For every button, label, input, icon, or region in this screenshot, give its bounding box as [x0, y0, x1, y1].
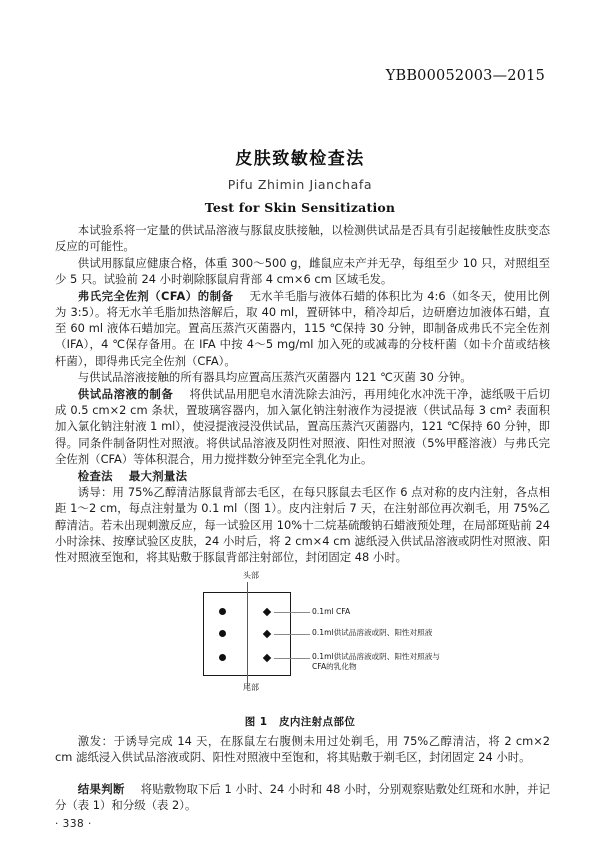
paragraph-solution-preparation — [55, 386, 550, 467]
paragraph-cfa-preparation — [55, 288, 550, 369]
page-title-pinyin: Pifu Zhimin Jianchafa — [227, 177, 373, 192]
injection-point-circle — [219, 630, 226, 637]
injection-point-circle — [219, 654, 226, 661]
paragraph-scope: 本试验系将一定量的供试品溶液与豚鼠皮肤接触，以检测供试品是否具有引起接触性皮肤变态反应的可能性。 — [55, 223, 550, 254]
paragraph-challenge: 激发：于诱导完成 14 天，在豚鼠左右腹侧未用过处剃毛，用 75%乙醇清洁，将 2 cm×2 cm 滤纸浸入供试品溶液或阴、阳性对照液中至饱和，将其贴敷于剃毛区，封闭固定 24 小时。 — [55, 734, 550, 765]
figure-injection-sites — [0, 571, 600, 718]
figure-canvas — [0, 571, 600, 696]
figure-head-label: 头部 — [243, 571, 259, 580]
section-body-cfa: 无水羊毛脂与液体石蜡的体积比为 4:6（如冬天，使用比例为 3:5）。将无水羊毛脂加热溶解后，取 40 ml，置研钵中，稍冷却后，边研磨边加液体石蜡，直至 60 ml 液体石蜡加完。置高压蒸汽灭菌器内，115 ℃保持 30 分钟，即制备成弗氏不完全佐剂（IFA），4 ℃保存备用。在 IFA 中按 4～5 mg/ml 加入死的或减毒的分枝杆菌（如卡介苗或结核杆菌），即得弗氏完全佐剂（CFA）。 — [55, 288, 550, 368]
page-number: · 338 · — [55, 818, 92, 830]
section-body-solution: 将供试品用肥皂水清洗除去油污，再用纯化水冲洗干净，滤纸吸干后切成 0.5 cm×2 cm 条状，置玻璃容器内，加入氯化钠注射液作为浸提液（供试品每 3 cm² 表面积加入氯化钠注射液 1 ml），使浸提液浸没供试品，置高压蒸汽灭菌器内，121 ℃保持 60 分钟，即得。同条件制备阴性对照液。将供试品溶液及阴性对照液、阳性对照液（5%甲醛溶液）与弗氏完全佐剂（CFA）等体积混合，用力搅拌数分钟至完全乳化为止。 — [55, 387, 550, 466]
section-lead-method: 检查法 — [77, 468, 113, 483]
paragraph-induction: 诱导：用 75%乙醇清洁豚鼠背部去毛区，在每只豚鼠去毛区作 6 点对称的皮内注射，各点相距 1～2 cm，每点注射量为 0.1 ml（图 1）。皮内注射后 7 天，在注射部位再次剃毛，用 75%乙醇清洁。若未出现刺激反应，每一试验区用 10%十二烷基硫酸钠石蜡液预处理，在局部斑贴前 24 小时涂抹、按摩试验区皮肤，24 小时后，将 2 cm×4 cm 滤纸浸入供试品溶液或阴性对照液、阳性对照液至饱和，将其贴敷于豚鼠背部注射部位，封闭固定 48 小时。 — [55, 485, 550, 565]
body-text-upper — [55, 222, 550, 566]
paragraph-animals: 供试用豚鼠应健康合格，体重 300～500 g，雌鼠应未产并无孕，每组至少 10 只，对照组至少 5 只。试验前 24 小时剃除豚鼠肩背部 4 cm×6 cm 区域毛发。 — [55, 255, 550, 287]
paragraph-results — [55, 781, 550, 813]
paragraph-sterilization: 与供试品溶液接触的所有器具均应置高压蒸汽灭菌器内 121 ℃灭菌 30 分钟。 — [77, 370, 472, 385]
figure-caption — [0, 714, 600, 729]
body-text-results — [55, 781, 550, 814]
figure-leader-line — [274, 612, 310, 613]
title-block — [0, 144, 600, 215]
figure-callout-1: 0.1ml CFA — [312, 607, 351, 616]
figure-midline — [247, 582, 248, 686]
section-lead-solution: 供试品溶液的制备 — [77, 387, 174, 402]
section-lead-results: 结果判断 — [77, 782, 125, 796]
section-body-method: 最大剂量法 — [128, 468, 188, 483]
section-body-results: 将贴敷物取下后 1 小时、24 小时和 48 小时，分别观察贴敷处红斑和水肿，并记分（表 1）和分级（表 2）。 — [55, 782, 550, 813]
figure-tail-label: 尾部 — [243, 683, 259, 692]
injection-point-circle — [219, 608, 226, 615]
figure-leader-line — [274, 634, 310, 635]
body-text-challenge — [55, 733, 550, 766]
figure-caption-number: 图 1 — [244, 716, 268, 728]
standard-number: YBB00052003—2015 — [385, 68, 545, 84]
figure-caption-text: 皮内注射点部位 — [278, 716, 356, 728]
page-title-chinese: 皮肤致敏检查法 — [235, 149, 365, 169]
page-title-english: Test for Skin Sensitization — [204, 200, 396, 215]
figure-callout-2: 0.1ml供试品溶液或阴、阳性对照液 — [312, 628, 433, 637]
paragraph-method-heading — [55, 468, 550, 484]
section-lead-cfa: 弗氏完全佐剂（CFA）的制备 — [77, 288, 234, 303]
figure-leader-line — [274, 658, 310, 659]
figure-callout-3: 0.1ml供试品溶液或阴、阳性对照液与CFA的乳化物 — [312, 652, 440, 671]
